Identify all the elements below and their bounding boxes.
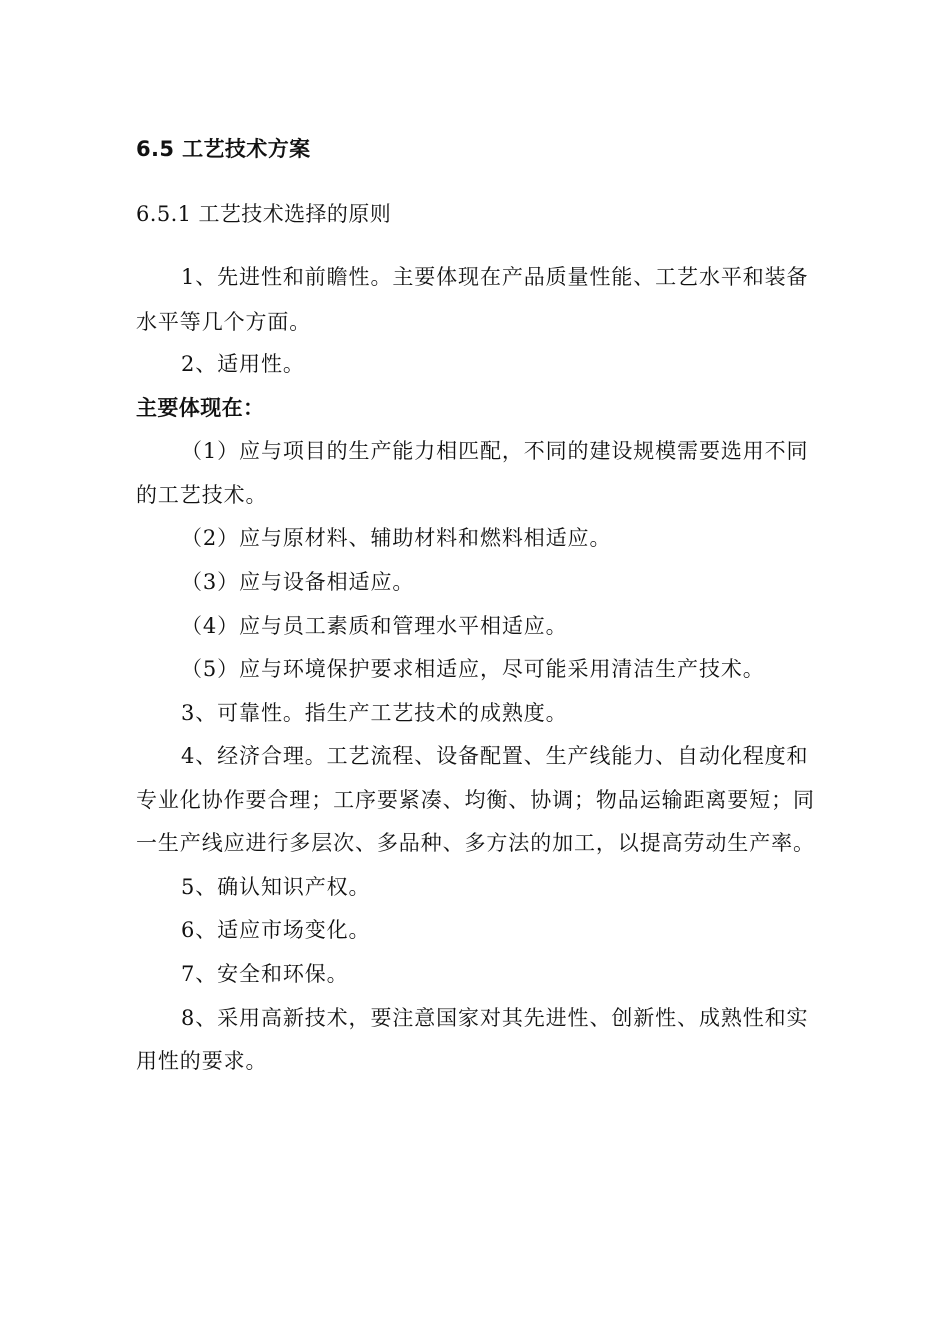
paragraph-line: 6、适应市场变化。 [181,918,371,942]
paragraph-line: 1、先进性和前瞻性。主要体现在产品质量性能、工艺水平和装备 [181,265,809,289]
paragraph-line: 7、安全和环保。 [181,962,349,986]
paragraph-line: 2、适用性。 [181,352,305,376]
paragraph-line: 水平等几个方面。 [136,310,312,334]
paragraph-line: 5、确认知识产权。 [181,875,371,899]
paragraph-line: （5）应与环境保护要求相适应，尽可能采用清洁生产技术。 [181,657,765,681]
paragraph-line: 专业化协作要合理；工序要紧凑、均衡、协调；物品运输距离要短；同 [136,788,815,812]
paragraph-line: 8、采用高新技术，要注意国家对其先进性、创新性、成熟性和实 [181,1006,809,1030]
paragraph-line: 3、可靠性。指生产工艺技术的成熟度。 [181,701,568,725]
paragraph-line: （2）应与原材料、辅助材料和燃料相适应。 [181,526,612,550]
paragraph-line: （1）应与项目的生产能力相匹配，不同的建设规模需要选用不同 [181,439,809,463]
section-title: 6.5 工艺技术方案 [136,137,311,161]
paragraph-line: 一生产线应进行多层次、多品种、多方法的加工，以提高劳动生产率。 [136,831,815,855]
paragraph-line: （3）应与设备相适应。 [181,570,415,594]
subheading: 主要体现在： [136,396,265,420]
subsection-title: 6.5.1 工艺技术选择的原则 [136,202,392,226]
paragraph-line: （4）应与员工素质和管理水平相适应。 [181,614,568,638]
paragraph-line: 的工艺技术。 [136,483,268,507]
paragraph-line: 4、经济合理。工艺流程、设备配置、生产线能力、自动化程度和 [181,744,809,768]
paragraph-line: 用性的要求。 [136,1049,268,1073]
